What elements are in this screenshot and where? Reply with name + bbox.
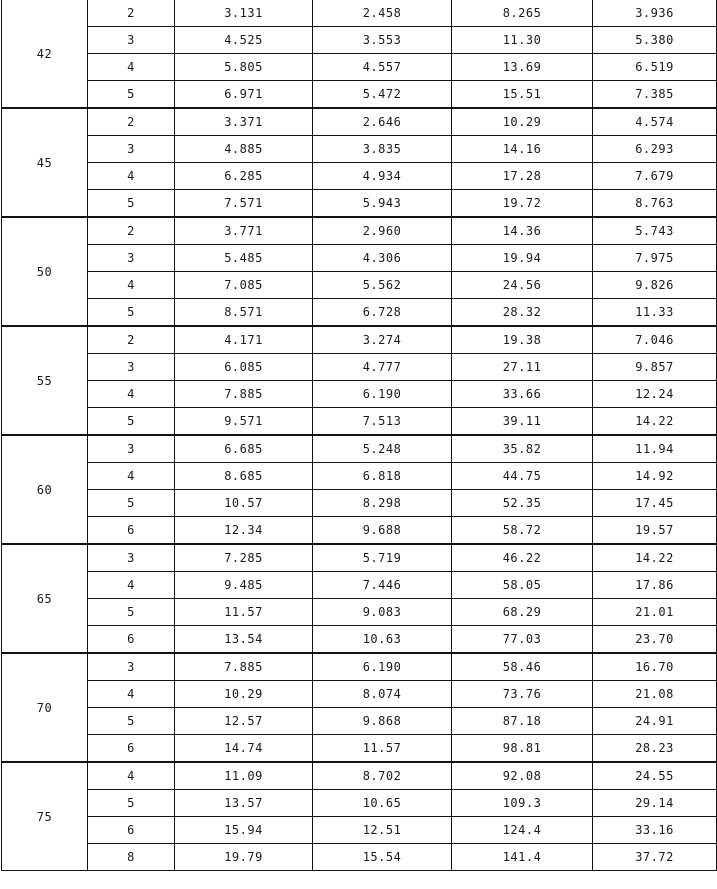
thickness-cell: 2 — [88, 217, 175, 245]
value-cell: 13.57 — [175, 790, 313, 817]
value-cell: 58.05 — [452, 572, 593, 599]
table-row — [2, 626, 717, 654]
value-cell: 4.777 — [313, 354, 452, 381]
value-cell: 4.525 — [175, 27, 313, 54]
value-cell: 9.083 — [313, 599, 452, 626]
table-row — [2, 381, 717, 408]
value-cell: 3.371 — [175, 108, 313, 136]
table-row — [2, 544, 717, 572]
value-cell: 7.046 — [593, 326, 717, 354]
value-cell: 2.458 — [313, 0, 452, 27]
value-cell: 4.171 — [175, 326, 313, 354]
value-cell: 6.519 — [593, 54, 717, 81]
value-cell: 8.702 — [313, 762, 452, 790]
steel-section-table — [1, 0, 717, 871]
value-cell: 13.54 — [175, 626, 313, 654]
value-cell: 8.265 — [452, 0, 593, 27]
table-row — [2, 27, 717, 54]
value-cell: 5.743 — [593, 217, 717, 245]
thickness-cell: 4 — [88, 572, 175, 599]
size-cell: 42 — [2, 0, 88, 108]
thickness-cell: 5 — [88, 708, 175, 735]
value-cell: 23.70 — [593, 626, 717, 654]
table-row — [2, 408, 717, 436]
value-cell: 16.70 — [593, 653, 717, 681]
table-row — [2, 463, 717, 490]
value-cell: 109.3 — [452, 790, 593, 817]
value-cell: 5.562 — [313, 272, 452, 299]
value-cell: 44.75 — [452, 463, 593, 490]
value-cell: 3.771 — [175, 217, 313, 245]
value-cell: 7.571 — [175, 190, 313, 218]
thickness-cell: 3 — [88, 27, 175, 54]
size-cell: 50 — [2, 217, 88, 326]
value-cell: 17.86 — [593, 572, 717, 599]
value-cell: 46.22 — [452, 544, 593, 572]
size-cell: 70 — [2, 653, 88, 762]
thickness-cell: 6 — [88, 626, 175, 654]
thickness-cell: 3 — [88, 136, 175, 163]
value-cell: 7.085 — [175, 272, 313, 299]
table-row — [2, 217, 717, 245]
value-cell: 24.55 — [593, 762, 717, 790]
thickness-cell: 3 — [88, 435, 175, 463]
value-cell: 7.679 — [593, 163, 717, 190]
value-cell: 4.306 — [313, 245, 452, 272]
value-cell: 14.74 — [175, 735, 313, 763]
value-cell: 19.94 — [452, 245, 593, 272]
value-cell: 3.835 — [313, 136, 452, 163]
thickness-cell: 4 — [88, 272, 175, 299]
table-row — [2, 681, 717, 708]
value-cell: 11.57 — [313, 735, 452, 763]
value-cell: 6.085 — [175, 354, 313, 381]
thickness-cell: 5 — [88, 408, 175, 436]
value-cell: 10.63 — [313, 626, 452, 654]
value-cell: 11.09 — [175, 762, 313, 790]
value-cell: 6.293 — [593, 136, 717, 163]
value-cell: 9.688 — [313, 517, 452, 545]
thickness-cell: 8 — [88, 844, 175, 871]
value-cell: 2.646 — [313, 108, 452, 136]
table-row — [2, 0, 717, 27]
value-cell: 19.72 — [452, 190, 593, 218]
value-cell: 15.51 — [452, 81, 593, 109]
value-cell: 73.76 — [452, 681, 593, 708]
value-cell: 9.857 — [593, 354, 717, 381]
value-cell: 19.79 — [175, 844, 313, 871]
value-cell: 15.94 — [175, 817, 313, 844]
value-cell: 9.485 — [175, 572, 313, 599]
table-row — [2, 354, 717, 381]
value-cell: 87.18 — [452, 708, 593, 735]
table-row — [2, 735, 717, 763]
value-cell: 8.074 — [313, 681, 452, 708]
table-row — [2, 54, 717, 81]
value-cell: 15.54 — [313, 844, 452, 871]
value-cell: 14.16 — [452, 136, 593, 163]
value-cell: 12.34 — [175, 517, 313, 545]
value-cell: 4.885 — [175, 136, 313, 163]
thickness-cell: 5 — [88, 599, 175, 626]
value-cell: 14.22 — [593, 408, 717, 436]
table-row — [2, 790, 717, 817]
value-cell: 6.285 — [175, 163, 313, 190]
value-cell: 10.65 — [313, 790, 452, 817]
value-cell: 3.274 — [313, 326, 452, 354]
thickness-cell: 4 — [88, 381, 175, 408]
thickness-cell: 5 — [88, 81, 175, 109]
value-cell: 19.38 — [452, 326, 593, 354]
value-cell: 35.82 — [452, 435, 593, 463]
value-cell: 6.685 — [175, 435, 313, 463]
value-cell: 98.81 — [452, 735, 593, 763]
value-cell: 77.03 — [452, 626, 593, 654]
value-cell: 6.190 — [313, 653, 452, 681]
size-cell: 75 — [2, 762, 88, 871]
value-cell: 7.513 — [313, 408, 452, 436]
value-cell: 33.16 — [593, 817, 717, 844]
table-row — [2, 708, 717, 735]
value-cell: 11.30 — [452, 27, 593, 54]
value-cell: 4.574 — [593, 108, 717, 136]
value-cell: 21.01 — [593, 599, 717, 626]
value-cell: 24.56 — [452, 272, 593, 299]
value-cell: 8.685 — [175, 463, 313, 490]
value-cell: 6.728 — [313, 299, 452, 327]
value-cell: 6.190 — [313, 381, 452, 408]
value-cell: 6.818 — [313, 463, 452, 490]
value-cell: 7.446 — [313, 572, 452, 599]
table-row — [2, 844, 717, 871]
table-row — [2, 81, 717, 109]
table-row — [2, 136, 717, 163]
thickness-cell: 6 — [88, 735, 175, 763]
value-cell: 39.11 — [452, 408, 593, 436]
size-cell: 60 — [2, 435, 88, 544]
table-body — [2, 0, 717, 871]
value-cell: 12.24 — [593, 381, 717, 408]
value-cell: 28.32 — [452, 299, 593, 327]
value-cell: 11.94 — [593, 435, 717, 463]
value-cell: 33.66 — [452, 381, 593, 408]
value-cell: 7.285 — [175, 544, 313, 572]
size-cell: 55 — [2, 326, 88, 435]
thickness-cell: 4 — [88, 762, 175, 790]
thickness-cell: 6 — [88, 517, 175, 545]
value-cell: 21.08 — [593, 681, 717, 708]
value-cell: 124.4 — [452, 817, 593, 844]
thickness-cell: 3 — [88, 653, 175, 681]
value-cell: 5.380 — [593, 27, 717, 54]
value-cell: 5.943 — [313, 190, 452, 218]
value-cell: 5.485 — [175, 245, 313, 272]
value-cell: 13.69 — [452, 54, 593, 81]
thickness-cell: 2 — [88, 0, 175, 27]
thickness-cell: 2 — [88, 326, 175, 354]
value-cell: 5.805 — [175, 54, 313, 81]
value-cell: 14.92 — [593, 463, 717, 490]
value-cell: 7.885 — [175, 381, 313, 408]
table-row — [2, 108, 717, 136]
value-cell: 3.936 — [593, 0, 717, 27]
thickness-cell: 3 — [88, 544, 175, 572]
value-cell: 37.72 — [593, 844, 717, 871]
thickness-cell: 4 — [88, 681, 175, 708]
thickness-cell: 4 — [88, 463, 175, 490]
value-cell: 9.826 — [593, 272, 717, 299]
table-row — [2, 272, 717, 299]
value-cell: 7.975 — [593, 245, 717, 272]
value-cell: 7.385 — [593, 81, 717, 109]
table-row — [2, 817, 717, 844]
value-cell: 5.472 — [313, 81, 452, 109]
value-cell: 29.14 — [593, 790, 717, 817]
value-cell: 8.298 — [313, 490, 452, 517]
value-cell: 14.22 — [593, 544, 717, 572]
thickness-cell: 3 — [88, 245, 175, 272]
value-cell: 3.553 — [313, 27, 452, 54]
value-cell: 4.934 — [313, 163, 452, 190]
value-cell: 9.571 — [175, 408, 313, 436]
value-cell: 52.35 — [452, 490, 593, 517]
thickness-cell: 6 — [88, 817, 175, 844]
thickness-cell: 5 — [88, 190, 175, 218]
value-cell: 141.4 — [452, 844, 593, 871]
thickness-cell: 5 — [88, 790, 175, 817]
size-cell: 65 — [2, 544, 88, 653]
table-row — [2, 599, 717, 626]
value-cell: 5.719 — [313, 544, 452, 572]
value-cell: 7.885 — [175, 653, 313, 681]
value-cell: 27.11 — [452, 354, 593, 381]
value-cell: 9.868 — [313, 708, 452, 735]
thickness-cell: 4 — [88, 54, 175, 81]
table-row — [2, 245, 717, 272]
table-row — [2, 299, 717, 327]
value-cell: 17.45 — [593, 490, 717, 517]
table-row — [2, 435, 717, 463]
value-cell: 3.131 — [175, 0, 313, 27]
size-cell: 45 — [2, 108, 88, 217]
value-cell: 6.971 — [175, 81, 313, 109]
value-cell: 12.57 — [175, 708, 313, 735]
value-cell: 14.36 — [452, 217, 593, 245]
value-cell: 24.91 — [593, 708, 717, 735]
value-cell: 28.23 — [593, 735, 717, 763]
value-cell: 11.33 — [593, 299, 717, 327]
table-row — [2, 326, 717, 354]
thickness-cell: 4 — [88, 163, 175, 190]
thickness-cell: 2 — [88, 108, 175, 136]
table-row — [2, 762, 717, 790]
value-cell: 8.571 — [175, 299, 313, 327]
table-row — [2, 653, 717, 681]
table-row — [2, 572, 717, 599]
thickness-cell: 5 — [88, 490, 175, 517]
value-cell: 10.29 — [452, 108, 593, 136]
value-cell: 68.29 — [452, 599, 593, 626]
value-cell: 58.72 — [452, 517, 593, 545]
value-cell: 5.248 — [313, 435, 452, 463]
value-cell: 19.57 — [593, 517, 717, 545]
value-cell: 10.29 — [175, 681, 313, 708]
table-row — [2, 517, 717, 545]
value-cell: 8.763 — [593, 190, 717, 218]
value-cell: 10.57 — [175, 490, 313, 517]
value-cell: 11.57 — [175, 599, 313, 626]
table-row — [2, 163, 717, 190]
value-cell: 4.557 — [313, 54, 452, 81]
thickness-cell: 3 — [88, 354, 175, 381]
value-cell: 92.08 — [452, 762, 593, 790]
value-cell: 2.960 — [313, 217, 452, 245]
value-cell: 12.51 — [313, 817, 452, 844]
value-cell: 58.46 — [452, 653, 593, 681]
table-row — [2, 490, 717, 517]
thickness-cell: 5 — [88, 299, 175, 327]
value-cell: 17.28 — [452, 163, 593, 190]
table-row — [2, 190, 717, 218]
